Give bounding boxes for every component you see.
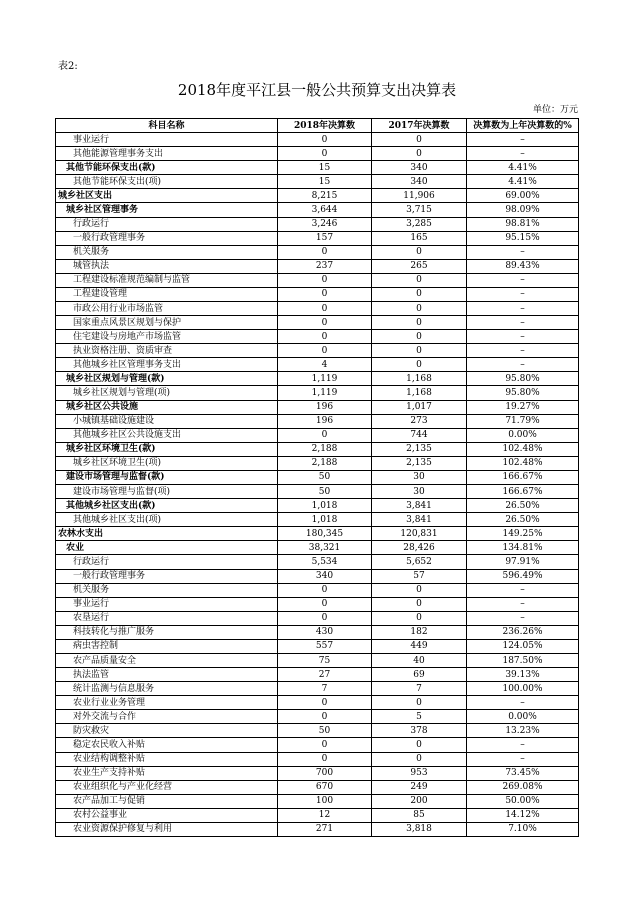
amount-2017-cell: 0 <box>372 287 467 301</box>
ratio-cell: 19.27% <box>467 400 579 414</box>
subject-name-cell: 建设市场管理与监督(款) <box>56 470 278 484</box>
amount-2018-cell: 8,215 <box>278 189 372 203</box>
amount-2018-cell: 15 <box>278 161 372 175</box>
table-row <box>56 442 579 456</box>
table-row <box>56 344 579 358</box>
amount-2017-cell: 69 <box>372 668 467 682</box>
subject-name-cell: 城乡社区支出 <box>56 189 278 203</box>
ratio-cell: 50.00% <box>467 794 579 808</box>
amount-2017-cell: 40 <box>372 653 467 667</box>
ratio-cell: 26.50% <box>467 513 579 527</box>
amount-2017-cell: 378 <box>372 724 467 738</box>
ratio-cell: 69.00% <box>467 189 579 203</box>
ratio-cell: – <box>467 611 579 625</box>
amount-2018-cell: 1,018 <box>278 499 372 513</box>
table-row <box>56 752 579 766</box>
subject-name-cell: 统计监测与信息服务 <box>56 682 278 696</box>
subject-name-cell: 防灾救灾 <box>56 724 278 738</box>
table-row <box>56 330 579 344</box>
ratio-cell: – <box>467 330 579 344</box>
amount-2018-cell: 2,188 <box>278 442 372 456</box>
amount-2017-cell: 182 <box>372 625 467 639</box>
amount-2017-cell: 0 <box>372 696 467 710</box>
table-row <box>56 217 579 231</box>
amount-2018-cell: 5,534 <box>278 555 372 569</box>
ratio-cell: 71.79% <box>467 414 579 428</box>
ratio-cell: – <box>467 344 579 358</box>
table-row <box>56 808 579 822</box>
amount-2018-cell: 0 <box>278 597 372 611</box>
amount-2018-cell: 0 <box>278 330 372 344</box>
amount-2018-cell: 0 <box>278 273 372 287</box>
subject-name-cell: 科技转化与推广服务 <box>56 625 278 639</box>
ratio-cell: – <box>467 316 579 330</box>
subject-name-cell: 市政公用行业市场监管 <box>56 302 278 316</box>
subject-name-cell: 对外交流与合作 <box>56 710 278 724</box>
subject-name-cell: 小城镇基础设施建设 <box>56 414 278 428</box>
ratio-cell: 102.48% <box>467 442 579 456</box>
amount-2018-cell: 1,119 <box>278 372 372 386</box>
subject-name-cell: 农业组织化与产业化经营 <box>56 780 278 794</box>
ratio-cell: 73.45% <box>467 766 579 780</box>
subject-name-cell: 工程建设标准规范编制与监管 <box>56 273 278 287</box>
amount-2017-cell: 0 <box>372 583 467 597</box>
ratio-cell: 97.91% <box>467 555 579 569</box>
table-row <box>56 203 579 217</box>
table-row <box>56 555 579 569</box>
ratio-cell: 95.80% <box>467 372 579 386</box>
subject-name-cell: 其他节能环保支出(款) <box>56 161 278 175</box>
subject-name-cell: 城乡社区规划与管理(款) <box>56 372 278 386</box>
column-header-subject: 科目名称 <box>56 119 278 133</box>
ratio-cell: – <box>467 752 579 766</box>
subject-name-cell: 农业资源保护修复与利用 <box>56 822 278 836</box>
subject-name-cell: 农产品质量安全 <box>56 653 278 667</box>
table-row <box>56 766 579 780</box>
ratio-cell: – <box>467 358 579 372</box>
amount-2018-cell: 4 <box>278 358 372 372</box>
amount-2017-cell: 3,285 <box>372 217 467 231</box>
subject-name-cell: 城乡社区管理事务 <box>56 203 278 217</box>
table-row <box>56 147 579 161</box>
table-row <box>56 682 579 696</box>
amount-2017-cell: 0 <box>372 358 467 372</box>
amount-2018-cell: 12 <box>278 808 372 822</box>
table-row <box>56 597 579 611</box>
subject-name-cell: 城乡社区环境卫生(款) <box>56 442 278 456</box>
subject-name-cell: 一般行政管理事务 <box>56 231 278 245</box>
ratio-cell: – <box>467 696 579 710</box>
table-row <box>56 259 579 273</box>
subject-name-cell: 工程建设管理 <box>56 287 278 301</box>
ratio-cell: – <box>467 597 579 611</box>
table-row <box>56 175 579 189</box>
amount-2017-cell: 7 <box>372 682 467 696</box>
ratio-cell: – <box>467 302 579 316</box>
subject-name-cell: 机关服务 <box>56 245 278 259</box>
table-row <box>56 724 579 738</box>
subject-name-cell: 农林水支出 <box>56 527 278 541</box>
amount-2018-cell: 0 <box>278 245 372 259</box>
amount-2017-cell: 30 <box>372 485 467 499</box>
amount-2018-cell: 0 <box>278 752 372 766</box>
amount-2018-cell: 0 <box>278 316 372 330</box>
table-row <box>56 639 579 653</box>
amount-2018-cell: 7 <box>278 682 372 696</box>
table-row <box>56 668 579 682</box>
ratio-cell: 0.00% <box>467 710 579 724</box>
amount-2018-cell: 157 <box>278 231 372 245</box>
amount-2018-cell: 0 <box>278 710 372 724</box>
ratio-cell: – <box>467 133 579 147</box>
amount-2017-cell: 1,168 <box>372 372 467 386</box>
table-row <box>56 133 579 147</box>
subject-name-cell: 行政运行 <box>56 555 278 569</box>
amount-2018-cell: 430 <box>278 625 372 639</box>
subject-name-cell: 其他能源管理事务支出 <box>56 147 278 161</box>
table-header-row <box>56 119 579 133</box>
amount-2018-cell: 75 <box>278 653 372 667</box>
amount-2017-cell: 1,168 <box>372 386 467 400</box>
amount-2017-cell: 0 <box>372 316 467 330</box>
amount-2018-cell: 27 <box>278 668 372 682</box>
amount-2017-cell: 11,906 <box>372 189 467 203</box>
subject-name-cell: 执法监管 <box>56 668 278 682</box>
amount-2017-cell: 0 <box>372 611 467 625</box>
table-row <box>56 794 579 808</box>
amount-2017-cell: 120,831 <box>372 527 467 541</box>
table-row <box>56 696 579 710</box>
amount-2017-cell: 2,135 <box>372 442 467 456</box>
amount-2017-cell: 3,841 <box>372 499 467 513</box>
column-header-2018: 2018年决算数 <box>278 119 372 133</box>
subject-name-cell: 城管执法 <box>56 259 278 273</box>
amount-2017-cell: 0 <box>372 738 467 752</box>
ratio-cell: 13.23% <box>467 724 579 738</box>
column-header-ratio: 决算数为上年决算数的% <box>467 119 579 133</box>
ratio-cell: 269.08% <box>467 780 579 794</box>
subject-name-cell: 住宅建设与房地产市场监管 <box>56 330 278 344</box>
ratio-cell: – <box>467 583 579 597</box>
amount-2017-cell: 0 <box>372 133 467 147</box>
ratio-cell: 7.10% <box>467 822 579 836</box>
ratio-cell: – <box>467 245 579 259</box>
subject-name-cell: 稳定农民收入补贴 <box>56 738 278 752</box>
amount-2017-cell: 273 <box>372 414 467 428</box>
amount-2017-cell: 340 <box>372 175 467 189</box>
amount-2017-cell: 2,135 <box>372 456 467 470</box>
amount-2018-cell: 557 <box>278 639 372 653</box>
table-row <box>56 485 579 499</box>
amount-2018-cell: 0 <box>278 696 372 710</box>
amount-2018-cell: 0 <box>278 583 372 597</box>
amount-2018-cell: 100 <box>278 794 372 808</box>
ratio-cell: 149.25% <box>467 527 579 541</box>
amount-2017-cell: 0 <box>372 245 467 259</box>
ratio-cell: 14.12% <box>467 808 579 822</box>
amount-2018-cell: 0 <box>278 344 372 358</box>
subject-name-cell: 其他城乡社区支出(项) <box>56 513 278 527</box>
subject-name-cell: 执业资格注册、资质审查 <box>56 344 278 358</box>
amount-2018-cell: 2,188 <box>278 456 372 470</box>
amount-2017-cell: 0 <box>372 147 467 161</box>
table-row <box>56 428 579 442</box>
amount-2018-cell: 0 <box>278 287 372 301</box>
amount-2018-cell: 0 <box>278 133 372 147</box>
table-row <box>56 710 579 724</box>
ratio-cell: 98.81% <box>467 217 579 231</box>
ratio-cell: 187.50% <box>467 653 579 667</box>
table-row <box>56 513 579 527</box>
ratio-cell: 596.49% <box>467 569 579 583</box>
amount-2018-cell: 340 <box>278 569 372 583</box>
table-row <box>56 273 579 287</box>
subject-name-cell: 其他城乡社区支出(款) <box>56 499 278 513</box>
table-row <box>56 780 579 794</box>
amount-2017-cell: 0 <box>372 273 467 287</box>
ratio-cell: 124.05% <box>467 639 579 653</box>
amount-2018-cell: 0 <box>278 738 372 752</box>
ratio-cell: – <box>467 738 579 752</box>
ratio-cell: 26.50% <box>467 499 579 513</box>
amount-2018-cell: 3,644 <box>278 203 372 217</box>
table-row <box>56 541 579 555</box>
amount-2018-cell: 271 <box>278 822 372 836</box>
amount-2017-cell: 57 <box>372 569 467 583</box>
ratio-cell: 134.81% <box>467 541 579 555</box>
subject-name-cell: 其他城乡社区公共设施支出 <box>56 428 278 442</box>
table-row <box>56 569 579 583</box>
table-row <box>56 527 579 541</box>
amount-2018-cell: 50 <box>278 485 372 499</box>
amount-2017-cell: 5 <box>372 710 467 724</box>
subject-name-cell: 农业结构调整补贴 <box>56 752 278 766</box>
table-body <box>56 133 579 837</box>
amount-2018-cell: 38,321 <box>278 541 372 555</box>
ratio-cell: 100.00% <box>467 682 579 696</box>
table-row <box>56 302 579 316</box>
table-row <box>56 822 579 836</box>
table-row <box>56 287 579 301</box>
amount-2018-cell: 15 <box>278 175 372 189</box>
amount-2018-cell: 196 <box>278 414 372 428</box>
subject-name-cell: 农业生产支持补贴 <box>56 766 278 780</box>
amount-2018-cell: 700 <box>278 766 372 780</box>
amount-2017-cell: 340 <box>372 161 467 175</box>
amount-2017-cell: 0 <box>372 344 467 358</box>
ratio-cell: 98.09% <box>467 203 579 217</box>
table-row <box>56 358 579 372</box>
subject-name-cell: 其他城乡社区管理事务支出 <box>56 358 278 372</box>
subject-name-cell: 农产品加工与促销 <box>56 794 278 808</box>
amount-2017-cell: 0 <box>372 752 467 766</box>
amount-2018-cell: 50 <box>278 724 372 738</box>
amount-2017-cell: 3,818 <box>372 822 467 836</box>
table-row <box>56 456 579 470</box>
amount-2018-cell: 237 <box>278 259 372 273</box>
subject-name-cell: 行政运行 <box>56 217 278 231</box>
ratio-cell: – <box>467 287 579 301</box>
subject-name-cell: 一般行政管理事务 <box>56 569 278 583</box>
subject-name-cell: 其他节能环保支出(项) <box>56 175 278 189</box>
amount-2017-cell: 5,652 <box>372 555 467 569</box>
amount-2018-cell: 1,119 <box>278 386 372 400</box>
table-row <box>56 161 579 175</box>
table-row <box>56 499 579 513</box>
page-title: 2018年度平江县一般公共预算支出决算表 <box>177 81 457 99</box>
amount-2018-cell: 0 <box>278 611 372 625</box>
amount-2017-cell: 449 <box>372 639 467 653</box>
amount-2017-cell: 249 <box>372 780 467 794</box>
table-row <box>56 316 579 330</box>
subject-name-cell: 国家重点风景区规划与保护 <box>56 316 278 330</box>
ratio-cell: 4.41% <box>467 175 579 189</box>
ratio-cell: 166.67% <box>467 470 579 484</box>
table-row <box>56 611 579 625</box>
table-row <box>56 189 579 203</box>
subject-name-cell: 农业行业业务管理 <box>56 696 278 710</box>
amount-2017-cell: 1,017 <box>372 400 467 414</box>
subject-name-cell: 城乡社区公共设施 <box>56 400 278 414</box>
amount-2017-cell: 744 <box>372 428 467 442</box>
table-row <box>56 400 579 414</box>
amount-2017-cell: 200 <box>372 794 467 808</box>
amount-2018-cell: 3,246 <box>278 217 372 231</box>
amount-2017-cell: 30 <box>372 470 467 484</box>
amount-2018-cell: 180,345 <box>278 527 372 541</box>
ratio-cell: 236.26% <box>467 625 579 639</box>
ratio-cell: 166.67% <box>467 485 579 499</box>
ratio-cell: 0.00% <box>467 428 579 442</box>
ratio-cell: – <box>467 273 579 287</box>
table-row <box>56 414 579 428</box>
amount-2018-cell: 0 <box>278 147 372 161</box>
ratio-cell: – <box>467 147 579 161</box>
subject-name-cell: 事业运行 <box>56 133 278 147</box>
budget-table <box>55 118 579 837</box>
table-row <box>56 372 579 386</box>
amount-2017-cell: 953 <box>372 766 467 780</box>
amount-2017-cell: 3,841 <box>372 513 467 527</box>
ratio-cell: 95.80% <box>467 386 579 400</box>
ratio-cell: 39.13% <box>467 668 579 682</box>
amount-2018-cell: 0 <box>278 428 372 442</box>
amount-2018-cell: 1,018 <box>278 513 372 527</box>
table-row <box>56 470 579 484</box>
amount-2017-cell: 85 <box>372 808 467 822</box>
table-row <box>56 245 579 259</box>
ratio-cell: 102.48% <box>467 456 579 470</box>
amount-2017-cell: 0 <box>372 302 467 316</box>
amount-2017-cell: 28,426 <box>372 541 467 555</box>
table-number-label: 表2: <box>58 61 78 72</box>
table-row <box>56 653 579 667</box>
table-row <box>56 583 579 597</box>
subject-name-cell: 事业运行 <box>56 597 278 611</box>
subject-name-cell: 病虫害控制 <box>56 639 278 653</box>
ratio-cell: 95.15% <box>467 231 579 245</box>
table-row <box>56 625 579 639</box>
table-row <box>56 231 579 245</box>
subject-name-cell: 机关服务 <box>56 583 278 597</box>
table-row <box>56 386 579 400</box>
amount-2017-cell: 3,715 <box>372 203 467 217</box>
ratio-cell: 89.43% <box>467 259 579 273</box>
amount-2017-cell: 0 <box>372 597 467 611</box>
amount-2017-cell: 265 <box>372 259 467 273</box>
column-header-2017: 2017年决算数 <box>372 119 467 133</box>
amount-2018-cell: 0 <box>278 302 372 316</box>
amount-2018-cell: 670 <box>278 780 372 794</box>
table-row <box>56 738 579 752</box>
subject-name-cell: 城乡社区规划与管理(项) <box>56 386 278 400</box>
amount-2018-cell: 196 <box>278 400 372 414</box>
ratio-cell: 4.41% <box>467 161 579 175</box>
unit-label: 单位：万元 <box>532 105 578 115</box>
subject-name-cell: 城乡社区环境卫生(项) <box>56 456 278 470</box>
subject-name-cell: 建设市场管理与监督(项) <box>56 485 278 499</box>
subject-name-cell: 农村公益事业 <box>56 808 278 822</box>
subject-name-cell: 农业 <box>56 541 278 555</box>
subject-name-cell: 农垦运行 <box>56 611 278 625</box>
amount-2018-cell: 50 <box>278 470 372 484</box>
amount-2017-cell: 0 <box>372 330 467 344</box>
amount-2017-cell: 165 <box>372 231 467 245</box>
